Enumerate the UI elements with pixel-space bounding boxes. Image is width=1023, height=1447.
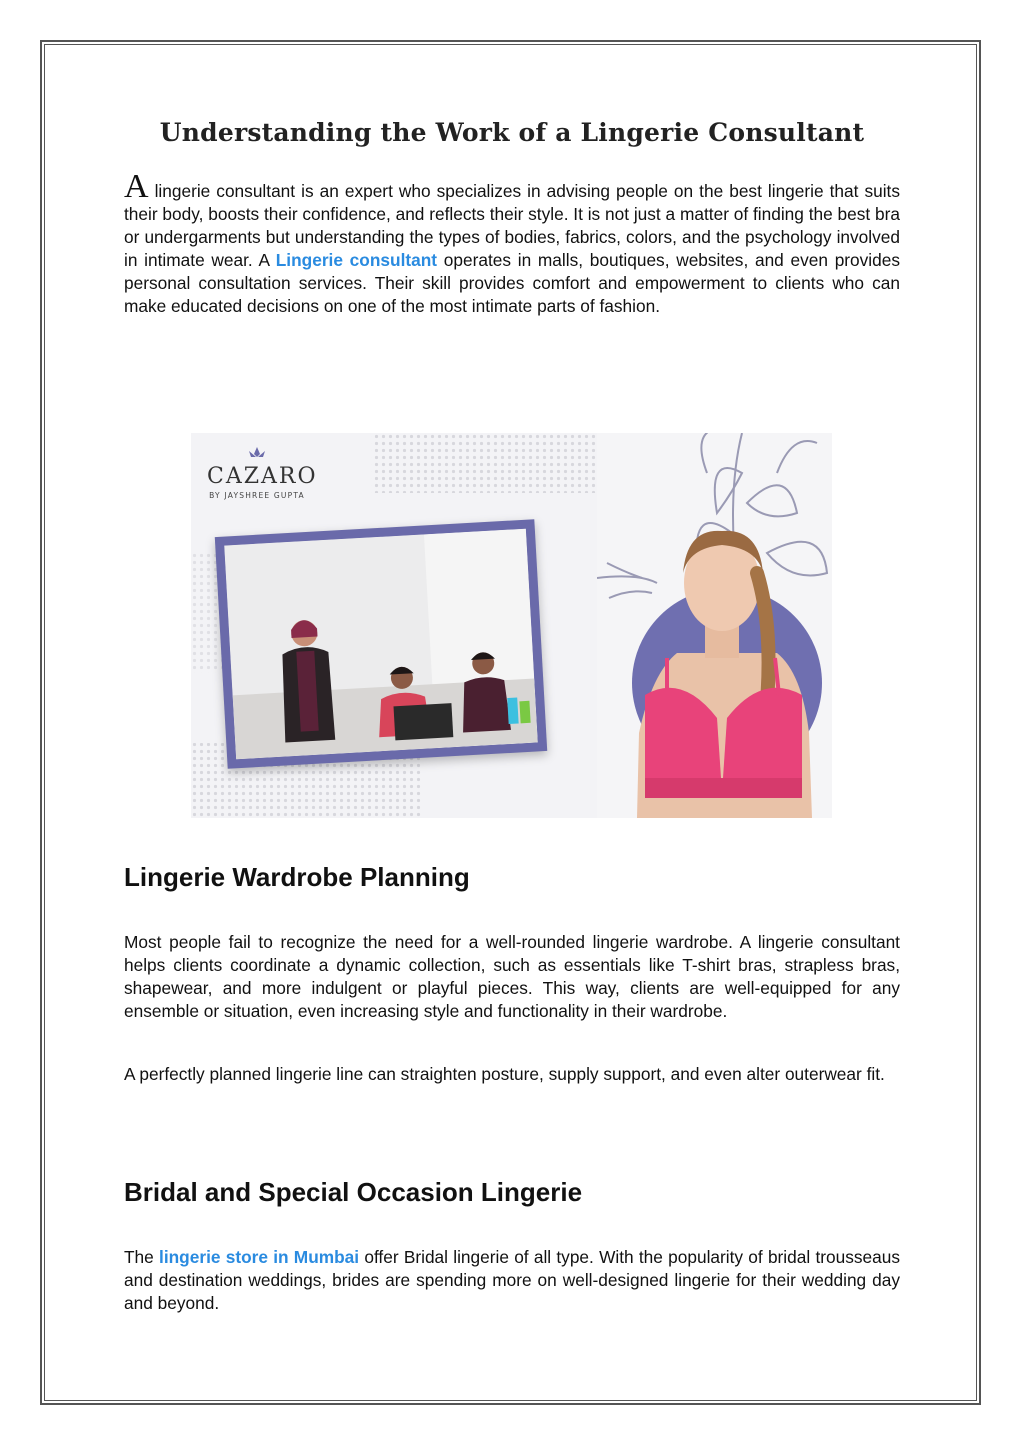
lingerie-store-mumbai-link[interactable]: lingerie store in Mumbai	[159, 1247, 360, 1267]
bridal-text-1: The	[124, 1247, 160, 1267]
intro-paragraph	[124, 168, 901, 318]
drop-cap: A	[124, 168, 149, 205]
model-illustration	[597, 433, 832, 818]
section-wardrobe-planning	[124, 862, 900, 1086]
wardrobe-paragraph-1: Most people fail to recognize the need for a well-rounded lingerie wardrobe. A lingerie consultant helps clients coordinate a dynamic collection, such as essentials like T-shirt bras, strapless bras, shapewear, and more indulgent or playful pieces. This way, clients are well-equipped for any ensemble or situation, even increasing style and functionality in their wardrobe.	[124, 932, 900, 1021]
wardrobe-paragraph-2: A perfectly planned lingerie line can straighten posture, supply support, and even alter outerwear fit.	[124, 1064, 885, 1084]
intro-text-1: lingerie consultant is an expert who specializes in advising people on the best lingerie that suits their body, boosts their confidence, and reflects their style. It is not just a matter of finding the best bra or undergarments but understanding the types of bodies, fabrics, colors, and the psychology involved in intimate wear. A	[124, 181, 900, 270]
page-title: Understanding the Work of a Lingerie Consultant	[159, 118, 865, 147]
document-content	[124, 118, 900, 318]
bridal-text-2: offer Bridal lingerie of all type. With the popularity of bridal trousseaus and destination weddings, brides are spending more on well-designed lingerie for their wedding day and beyond.	[124, 1247, 900, 1313]
lingerie-consultant-link[interactable]: Lingerie consultant	[275, 250, 438, 270]
consultation-photo	[224, 529, 537, 760]
brand-subtitle: BY JAYSHREE GUPTA	[209, 491, 305, 500]
consultation-scene	[224, 529, 537, 760]
heading-bridal: Bridal and Special Occasion Lingerie	[124, 1177, 583, 1207]
model-image	[597, 433, 832, 818]
consultation-photo-frame	[215, 519, 547, 769]
cazaro-banner-image	[191, 433, 832, 818]
brand-logo	[207, 445, 318, 500]
lotus-icon	[247, 445, 267, 459]
brand-name: CAZARO	[207, 464, 318, 489]
section-bridal	[124, 1177, 900, 1315]
bridal-paragraph	[124, 1246, 900, 1315]
heading-wardrobe-planning: Lingerie Wardrobe Planning	[124, 862, 470, 892]
intro-text-2: operates in malls, boutiques, websites, and even provides personal consultation services. Their skill provides comfort and empowerment to clients who can make educated decisions on one of the most intimate parts of fashion.	[124, 250, 901, 316]
